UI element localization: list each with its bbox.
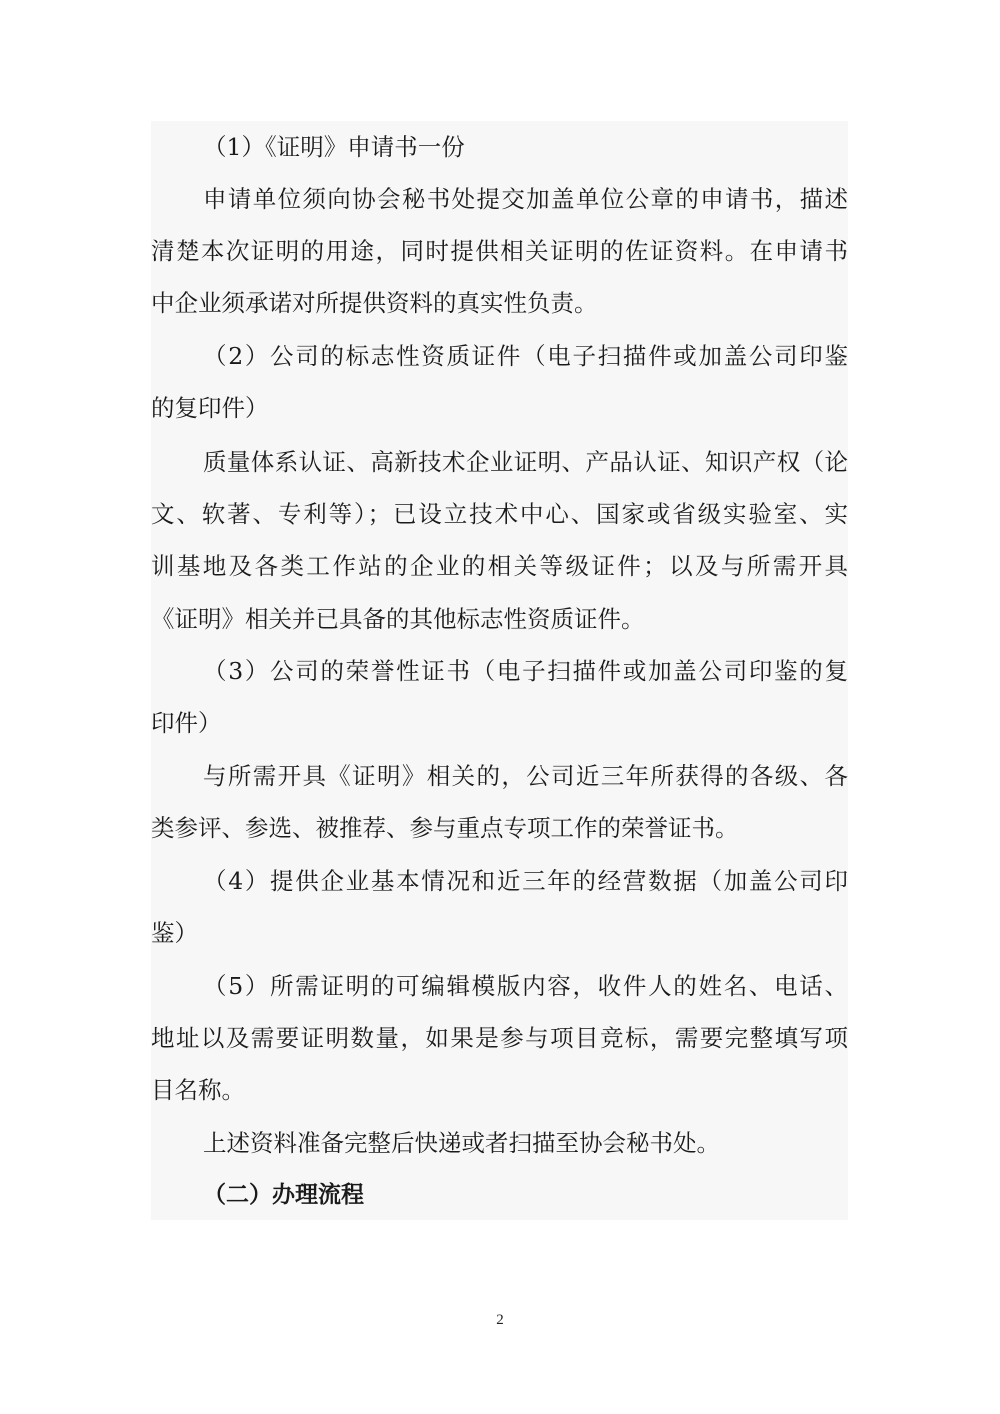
paragraph-line: 地址以及需要证明数量，如果是参与项目竞标，需要完整填写项 <box>151 1024 848 1052</box>
paragraph-line: 申请单位须向协会秘书处提交加盖单位公章的申请书，描述 <box>203 185 848 213</box>
section-heading: （二）办理流程 <box>203 1182 364 1208</box>
paragraph-line: 文、软著、专利等）；已设立技术中心、国家或省级实验室、实 <box>151 500 848 528</box>
paragraph-line: 清楚本次证明的用途，同时提供相关证明的佐证资料。在申请书 <box>151 237 848 265</box>
paragraph-line: 类参评、参选、被推荐、参与重点专项工作的荣誉证书。 <box>151 814 739 842</box>
paragraph-line: 与所需开具《证明》相关的，公司近三年所获得的各级、各 <box>203 762 848 790</box>
paragraph-line: 训基地及各类工作站的企业的相关等级证件；以及与所需开具 <box>151 552 848 580</box>
document-content <box>151 121 848 1220</box>
page-number: 2 <box>496 1312 504 1328</box>
item-3-title: （3）公司的荣誉性证书（电子扫描件或加盖公司印鉴的复 <box>203 657 848 685</box>
item-1-title: （1）《证明》申请书一份 <box>203 133 465 161</box>
paragraph-line: 上述资料准备完整后快递或者扫描至协会秘书处。 <box>203 1129 720 1157</box>
item-5-title: （5）所需证明的可编辑模版内容，收件人的姓名、电话、 <box>203 972 848 1000</box>
item-2-title: （2）公司的标志性资质证件（电子扫描件或加盖公司印鉴 <box>203 342 848 370</box>
paragraph-line: 中企业须承诺对所提供资料的真实性负责。 <box>151 289 598 317</box>
paragraph-line: 印件） <box>151 709 222 737</box>
paragraph-line: 鉴） <box>151 919 198 947</box>
paragraph-line: 质量体系认证、高新技术企业证明、产品认证、知识产权（论 <box>203 448 848 476</box>
paragraph-line: 目名称。 <box>151 1076 245 1104</box>
item-4-title: （4）提供企业基本情况和近三年的经营数据（加盖公司印 <box>203 867 848 895</box>
paragraph-line: 《证明》相关并已具备的其他标志性资质证件。 <box>151 605 645 633</box>
paragraph-line: 的复印件） <box>151 394 269 422</box>
